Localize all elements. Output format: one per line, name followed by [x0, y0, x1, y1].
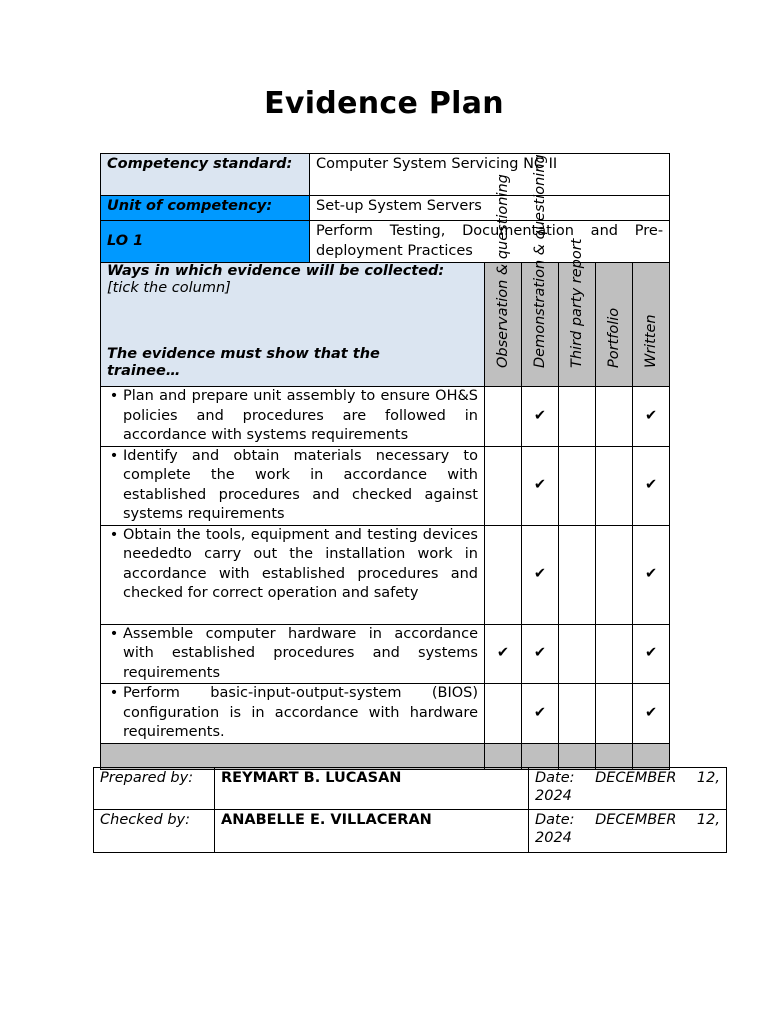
tick-note: [tick the column] [107, 280, 231, 296]
checked-by-label: Checked by: [94, 810, 215, 853]
bullet-icon: • [109, 625, 119, 642]
checked-date: Date: DECEMBER 12, 2024 [529, 810, 727, 853]
checkmark-icon: ✔ [533, 476, 547, 493]
checkmark-icon: ✔ [533, 645, 547, 661]
criterion-cell: • Assemble computer hardware in accordance with established procedures and systems requirements [101, 624, 485, 684]
footer-cell [485, 743, 522, 769]
check-cell [559, 387, 596, 447]
check-cell [522, 684, 559, 744]
checkmark-icon: ✔ [644, 645, 658, 661]
check-cell [633, 446, 670, 525]
column-header-portfolio: Portfolio [596, 263, 633, 387]
table-row [101, 624, 670, 684]
table-footer-row [101, 743, 670, 769]
check-cell [633, 624, 670, 684]
check-cell [559, 624, 596, 684]
lo-label: LO 1 [101, 221, 310, 263]
column-header-demonstration: Demonstration & questioning [522, 263, 559, 387]
bullet-icon: • [109, 388, 119, 404]
footer-cell [559, 743, 596, 769]
page-title: Evidence Plan [264, 86, 504, 121]
checkmark-icon: ✔ [496, 645, 510, 661]
checkmark-icon: ✔ [644, 476, 658, 493]
evidence-collection-header [101, 263, 485, 387]
column-header-third-party: Third party report [559, 263, 596, 387]
check-cell [633, 525, 670, 624]
check-cell [559, 684, 596, 744]
lo-value: Perform Testing, Documentation and Pre-deployment Practices [310, 221, 670, 263]
checkmark-icon: ✔ [533, 565, 547, 582]
check-cell [633, 387, 670, 447]
check-cell [559, 525, 596, 624]
checked-by-name: ANABELLE E. VILLACERAN [215, 810, 529, 853]
bullet-icon: • [109, 526, 119, 543]
checkmark-icon: ✔ [644, 565, 658, 582]
criterion-cell: • Identify and obtain materials necessary to complete the work in accordance with established procedures and checked against systems requirements [101, 446, 485, 525]
unit-of-competency-label: Unit of competency: [101, 196, 310, 221]
prepared-by-name: REYMART B. LUCASAN [215, 768, 529, 810]
must-show-label: The evidence must show that the trainee… [107, 346, 380, 379]
checkmark-icon: ✔ [644, 407, 658, 424]
footer-cell [101, 743, 485, 769]
signature-table [93, 767, 727, 853]
check-cell [596, 446, 633, 525]
competency-standard-value: Computer System Servicing NC II [310, 154, 670, 196]
competency-standard-label: Competency standard: [101, 154, 310, 196]
check-cell [633, 684, 670, 744]
check-cell [559, 446, 596, 525]
check-cell [522, 446, 559, 525]
prepared-date: Date: DECEMBER 12, 2024 [529, 768, 727, 810]
check-cell [485, 387, 522, 447]
ways-label: Ways in which evidence will be collected: [107, 263, 445, 279]
check-cell [596, 525, 633, 624]
check-cell [522, 525, 559, 624]
checkmark-icon: ✔ [533, 407, 547, 424]
criterion-cell: • Plan and prepare unit assembly to ensure OH&S policies and procedures are followed in accordance with systems requirements [101, 387, 485, 447]
check-cell [485, 624, 522, 684]
bullet-icon: • [109, 685, 119, 701]
check-cell [522, 624, 559, 684]
check-cell [485, 525, 522, 624]
table-row [101, 525, 670, 624]
check-cell [485, 446, 522, 525]
check-cell [596, 684, 633, 744]
check-cell [596, 387, 633, 447]
bullet-icon: • [109, 447, 119, 464]
checkmark-icon: ✔ [644, 704, 658, 721]
table-row [101, 446, 670, 525]
check-cell [596, 624, 633, 684]
prepared-by-label: Prepared by: [94, 768, 215, 810]
unit-of-competency-value: Set-up System Servers [310, 196, 670, 221]
table-row [101, 387, 670, 447]
footer-cell [522, 743, 559, 769]
footer-cell [633, 743, 670, 769]
column-header-written: Written [633, 263, 670, 387]
checkmark-icon: ✔ [533, 704, 547, 721]
check-cell [522, 387, 559, 447]
table-row [101, 684, 670, 744]
footer-cell [596, 743, 633, 769]
check-cell [485, 684, 522, 744]
criterion-cell: • Perform basic-input-output-system (BIOS) configuration is in accordance with hardware requirements. [101, 684, 485, 744]
criterion-cell: • Obtain the tools, equipment and testing devices neededto carry out the installation work in accordance with established procedures and checked for correct operation and safety [101, 525, 485, 624]
evidence-plan-table [100, 153, 670, 770]
column-header-observation: Observation & questioning [485, 263, 522, 387]
